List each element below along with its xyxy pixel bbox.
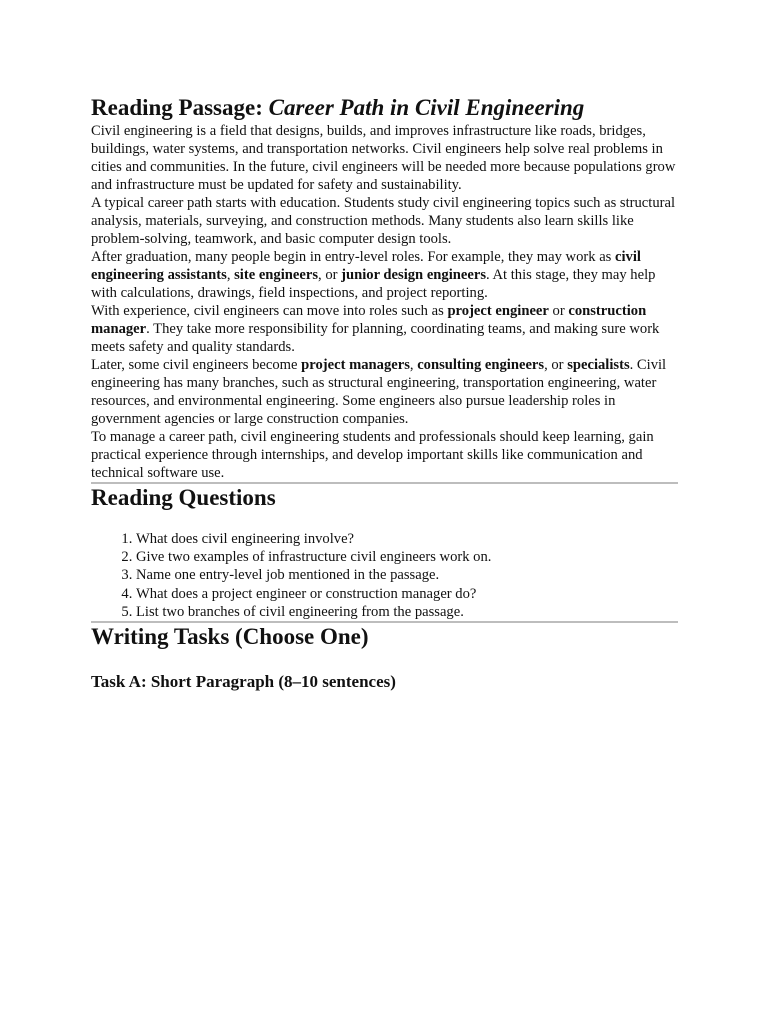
- passage-paragraph-2: A typical career path starts with education. Students study civil engineering topics such as structural analysis, materials, surveying, and construction methods. Many students also learn skills like problem-solving, teamwork, and basic computer design tools.: [91, 195, 676, 247]
- text-run: With experience, civil engineers can move into roles such as: [91, 303, 448, 319]
- text-run: or: [548, 303, 569, 319]
- passage-paragraph-1: Civil engineering is a field that designs, builds, and improves infrastructure like roads, bridges, buildings, water systems, and transportation networks. Civil engineers help solve real problems in cities and communities. In the future, civil engineers will be needed more because populations grow and infrastructure must be updated for safety and sustainability.: [91, 123, 676, 193]
- text-run: , or: [544, 357, 568, 373]
- text-run: . Civil engineering has many branches, such as structural engineering, transportation engineering, water resources, and environmental engineering. Some engineers also pursue leadership roles in government agencies or large construction companies.: [91, 357, 667, 427]
- passage-paragraph-5: [91, 356, 678, 428]
- text-run: After graduation, many people begin in entry-level roles. For example, they may work as: [91, 249, 615, 265]
- text-run: ,: [409, 357, 418, 373]
- question-item: 3. Name one entry-level job mentioned in the passage.: [136, 566, 678, 584]
- bold-term: project managers: [301, 357, 410, 373]
- questions-list: [91, 530, 678, 621]
- questions-heading: Reading Questions: [91, 485, 276, 510]
- question-item: 1. What does civil engineering involve?: [136, 530, 678, 548]
- bold-term: consulting engineers: [417, 357, 545, 373]
- writing-tasks-heading: Writing Tasks (Choose One): [91, 624, 369, 650]
- bold-term: specialists: [567, 357, 630, 373]
- text-run: , or: [318, 267, 342, 283]
- text-run: . They take more responsibility for planning, coordinating teams, and making sure work meets safety and quality standards.: [91, 321, 660, 355]
- text-run: Later, some civil engineers become: [91, 357, 302, 373]
- passage-paragraph-4: [91, 302, 678, 356]
- passage-paragraph-6: To manage a career path, civil engineering students and professionals should keep learning, gain practical experience through internships, and develop important skills like communication and technical software use.: [91, 429, 654, 481]
- passage-title: [91, 0, 678, 122]
- passage-title-italic: Career Path in Civil Engineering: [268, 95, 585, 120]
- bold-term: civil engineering assistants: [91, 249, 641, 283]
- question-item: 2. Give two examples of infrastructure civil engineers work on.: [136, 548, 678, 566]
- question-item: 5. List two branches of civil engineering from the passage.: [136, 603, 678, 621]
- passage-title-prefix: Reading Passage:: [91, 95, 269, 120]
- text-run: ,: [226, 267, 235, 283]
- bold-term: project engineer: [447, 303, 549, 319]
- text-run: . At this stage, they may help with calculations, drawings, field inspections, and project reporting.: [91, 267, 656, 301]
- task-a-heading: Task A: Short Paragraph (8–10 sentences): [91, 672, 396, 692]
- bold-term: site engineers: [234, 267, 319, 283]
- question-item: 4. What does a project engineer or construction manager do?: [136, 585, 678, 603]
- bold-term: junior design engineers: [341, 267, 486, 283]
- bold-term: construction manager: [91, 303, 647, 337]
- passage-paragraph-3: [91, 248, 678, 302]
